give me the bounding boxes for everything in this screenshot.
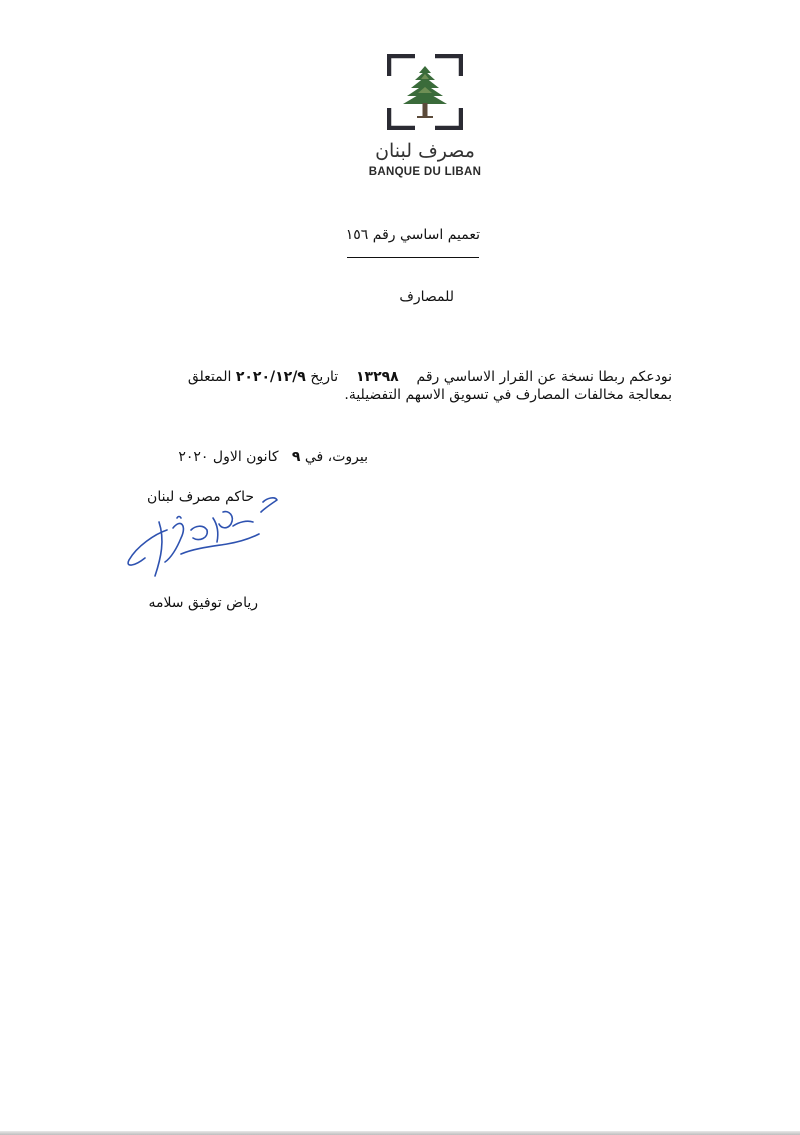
date-month-year: كانون الاول ٢٠٢٠ xyxy=(178,449,279,465)
body-text-part1: نودعكم ربطا نسخة عن القرار الاساسي رقم xyxy=(416,369,672,385)
title-underline xyxy=(347,257,479,258)
body-text-part3: المتعلق بمعالجة مخالفات المصارف في تسويق الاسهم التفضيلية. xyxy=(187,369,672,403)
page-bottom-edge xyxy=(0,1131,800,1135)
decision-number: ١٣٢٩٨ xyxy=(355,369,399,385)
date-day: ٩ xyxy=(291,449,301,465)
decision-date: ٢٠٢٠/١٢/٩ xyxy=(235,369,306,385)
letterhead-name-latin: BANQUE DU LIBAN xyxy=(368,166,482,178)
cedar-tree-logo-icon xyxy=(387,54,463,130)
signatory-title: حاكم مصرف لبنان xyxy=(147,489,254,505)
letterhead-name-arabic: مصرف لبنان xyxy=(375,140,475,162)
body-paragraph xyxy=(140,368,672,404)
date-line xyxy=(140,449,368,465)
body-text-part2: تاريخ xyxy=(310,369,339,385)
handwritten-signature-icon xyxy=(115,488,285,580)
date-prefix: بيروت، في xyxy=(304,449,368,465)
addressee: للمصارف xyxy=(399,289,454,305)
signatory-name: رياض توفيق سلامه xyxy=(148,595,258,611)
circular-title: تعميم اساسي رقم ١٥٦ xyxy=(345,227,480,243)
